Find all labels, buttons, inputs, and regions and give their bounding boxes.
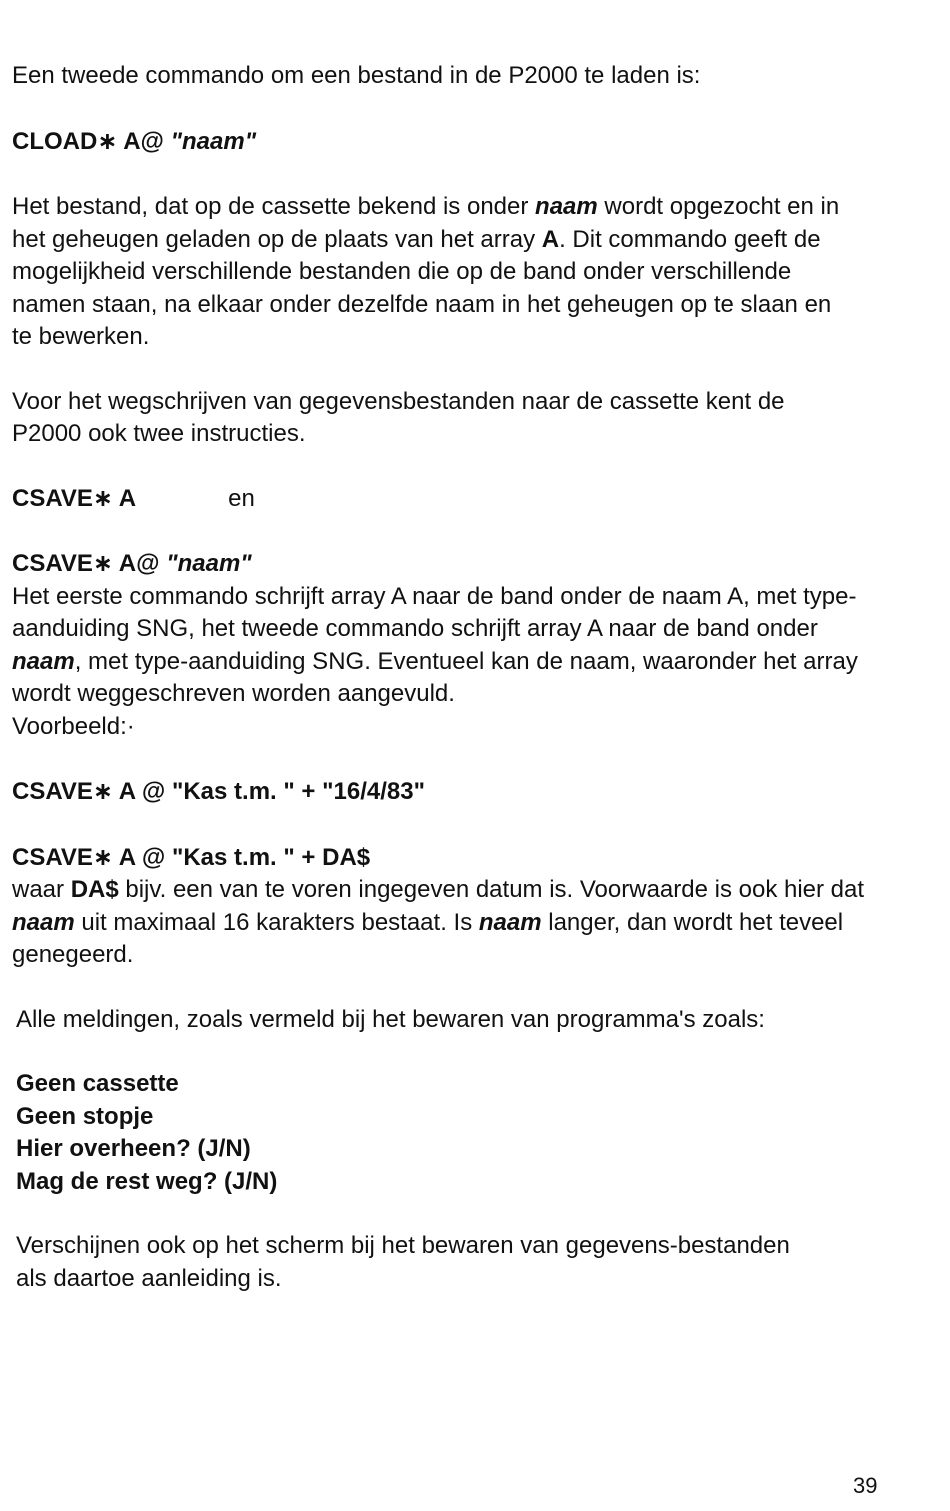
csave-command-1-main: CSAVE∗ A (12, 484, 137, 512)
csave-intro-paragraph: Voor het wegschrijven van gegevensbestanden naar de cassette kent de P2000 ook twee instructies. (12, 387, 785, 447)
closing-paragraph: Verschijnen ook op het scherm bij het bewaren van gegevens-bestanden als daartoe aanleiding is. (16, 1232, 790, 1292)
cload-command-arg: "naam" (170, 127, 257, 155)
message-item: Geen cassette (16, 1070, 179, 1097)
emphasis-naam: naam (12, 647, 75, 675)
example-command-1: CSAVE∗ A @ "Kas t.m. " + "16/4/83" (12, 778, 425, 805)
message-item: Geen stopje (16, 1102, 154, 1130)
text-run: uit maximaal 16 karakters bestaat. Is (74, 908, 479, 936)
csave-command-2-arg: "naam" (166, 550, 252, 577)
emphasis-naam: naam (12, 908, 75, 936)
emphasis-naam: naam (535, 193, 598, 220)
intro-paragraph: Een tweede commando om een bestand in de P2000 te laden is: (12, 62, 701, 89)
csave-command-2 (12, 548, 912, 581)
cload-command-main: CLOAD∗ A@ (12, 127, 171, 155)
page-number: 39 (853, 1473, 878, 1498)
emphasis-naam: naam (478, 908, 542, 936)
example-description (12, 874, 882, 972)
text-run: bijv. een van te voren ingegeven datum is. Voorwaarde is ook hier dat (118, 876, 865, 903)
emphasis-a: A (541, 225, 560, 253)
text-run: , met type-aanduiding SNG. Eventueel kan de naam, waaronder het array wordt weggeschreven worden aangevuld. (12, 647, 858, 707)
csave-command-2-main: CSAVE∗ A@ (12, 550, 167, 577)
csave-command-1-suffix: en (228, 484, 255, 512)
page-content (12, 60, 912, 1295)
text-run: Het bestand, dat op de cassette bekend is onder (12, 193, 536, 220)
text-run: waar (12, 876, 71, 903)
csave-description (12, 581, 872, 711)
text-run: . Dit commando geeft de mogelijkheid verschillende bestanden die op de band onder verschillende namen staan, na elkaar onder dezelfde naam in het geheugen op te slaan en te bewerken. (12, 225, 832, 350)
text-run: Het eerste commando schrijft array A naar de band onder de naam A, met type-aanduiding SNG, het tweede commando schrijft array A naar de band onder (12, 582, 857, 642)
example-label: Voorbeeld:· (12, 712, 135, 740)
text-run: langer, dan wordt het teveel genegeerd. (12, 908, 844, 968)
emphasis-das: DA$ (70, 876, 119, 903)
text-run: wordt opgezocht en in het geheugen geladen op de plaats van het array (12, 193, 840, 253)
csave-command-1 (12, 483, 912, 516)
message-item: Mag de rest weg? (J/N) (16, 1167, 278, 1195)
example-command-2: CSAVE∗ A @ "Kas t.m. " + DA$ (12, 843, 371, 871)
message-list (12, 1068, 912, 1198)
messages-intro: Alle meldingen, zoals vermeld bij het bewaren van programma's zoals: (16, 1005, 765, 1033)
message-item: Hier overheen? (J/N) (16, 1135, 251, 1162)
cload-command (12, 126, 912, 159)
cload-description (12, 191, 842, 354)
